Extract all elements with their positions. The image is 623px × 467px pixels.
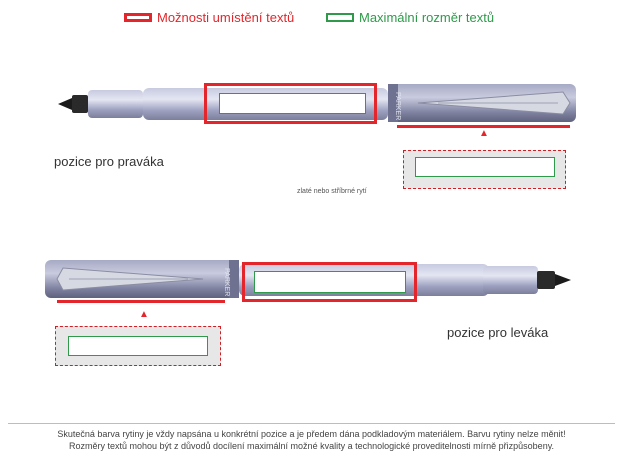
max-text-area-cap-right [415,157,555,177]
legend-max-size [326,10,494,25]
footer-line-1: Skutečná barva rytiny je vždy napsána u konkrétní pozice a je předem dána podkladovým materiálem. Barvu rytiny nelze měnit! [57,429,566,439]
cap-position-marker-left [57,300,225,303]
svg-text:PARKER: PARKER [394,92,401,121]
left-handed-label: pozice pro leváka [447,325,549,340]
max-text-area-barrel-right [219,93,366,114]
red-box-swatch [124,13,152,22]
max-text-area-barrel-left [254,271,406,293]
footer-note [0,428,623,452]
legend [0,10,623,30]
legend-placement-options [124,10,294,25]
legend-max-size-label: Maximální rozměr textů [359,10,495,25]
right-handed-label: pozice pro praváka [54,154,164,169]
divider [8,423,615,424]
svg-text:PARKER: PARKER [223,268,230,297]
green-box-swatch [326,13,354,22]
legend-placement-label: Možnosti umístění textů [157,10,295,25]
arrow-up-icon: ▲ [139,309,149,320]
arrow-up-icon: ▲ [479,128,489,139]
footer-line-2: Rozměry textů mohou být z důvodů docílení maximální možné kvality a technologické proveditelnosti mírně přizpůsobeny. [68,441,555,451]
engraving-color-note: zlaté nebo stříbrné rytí [297,188,367,195]
max-text-area-cap-left [68,336,208,356]
